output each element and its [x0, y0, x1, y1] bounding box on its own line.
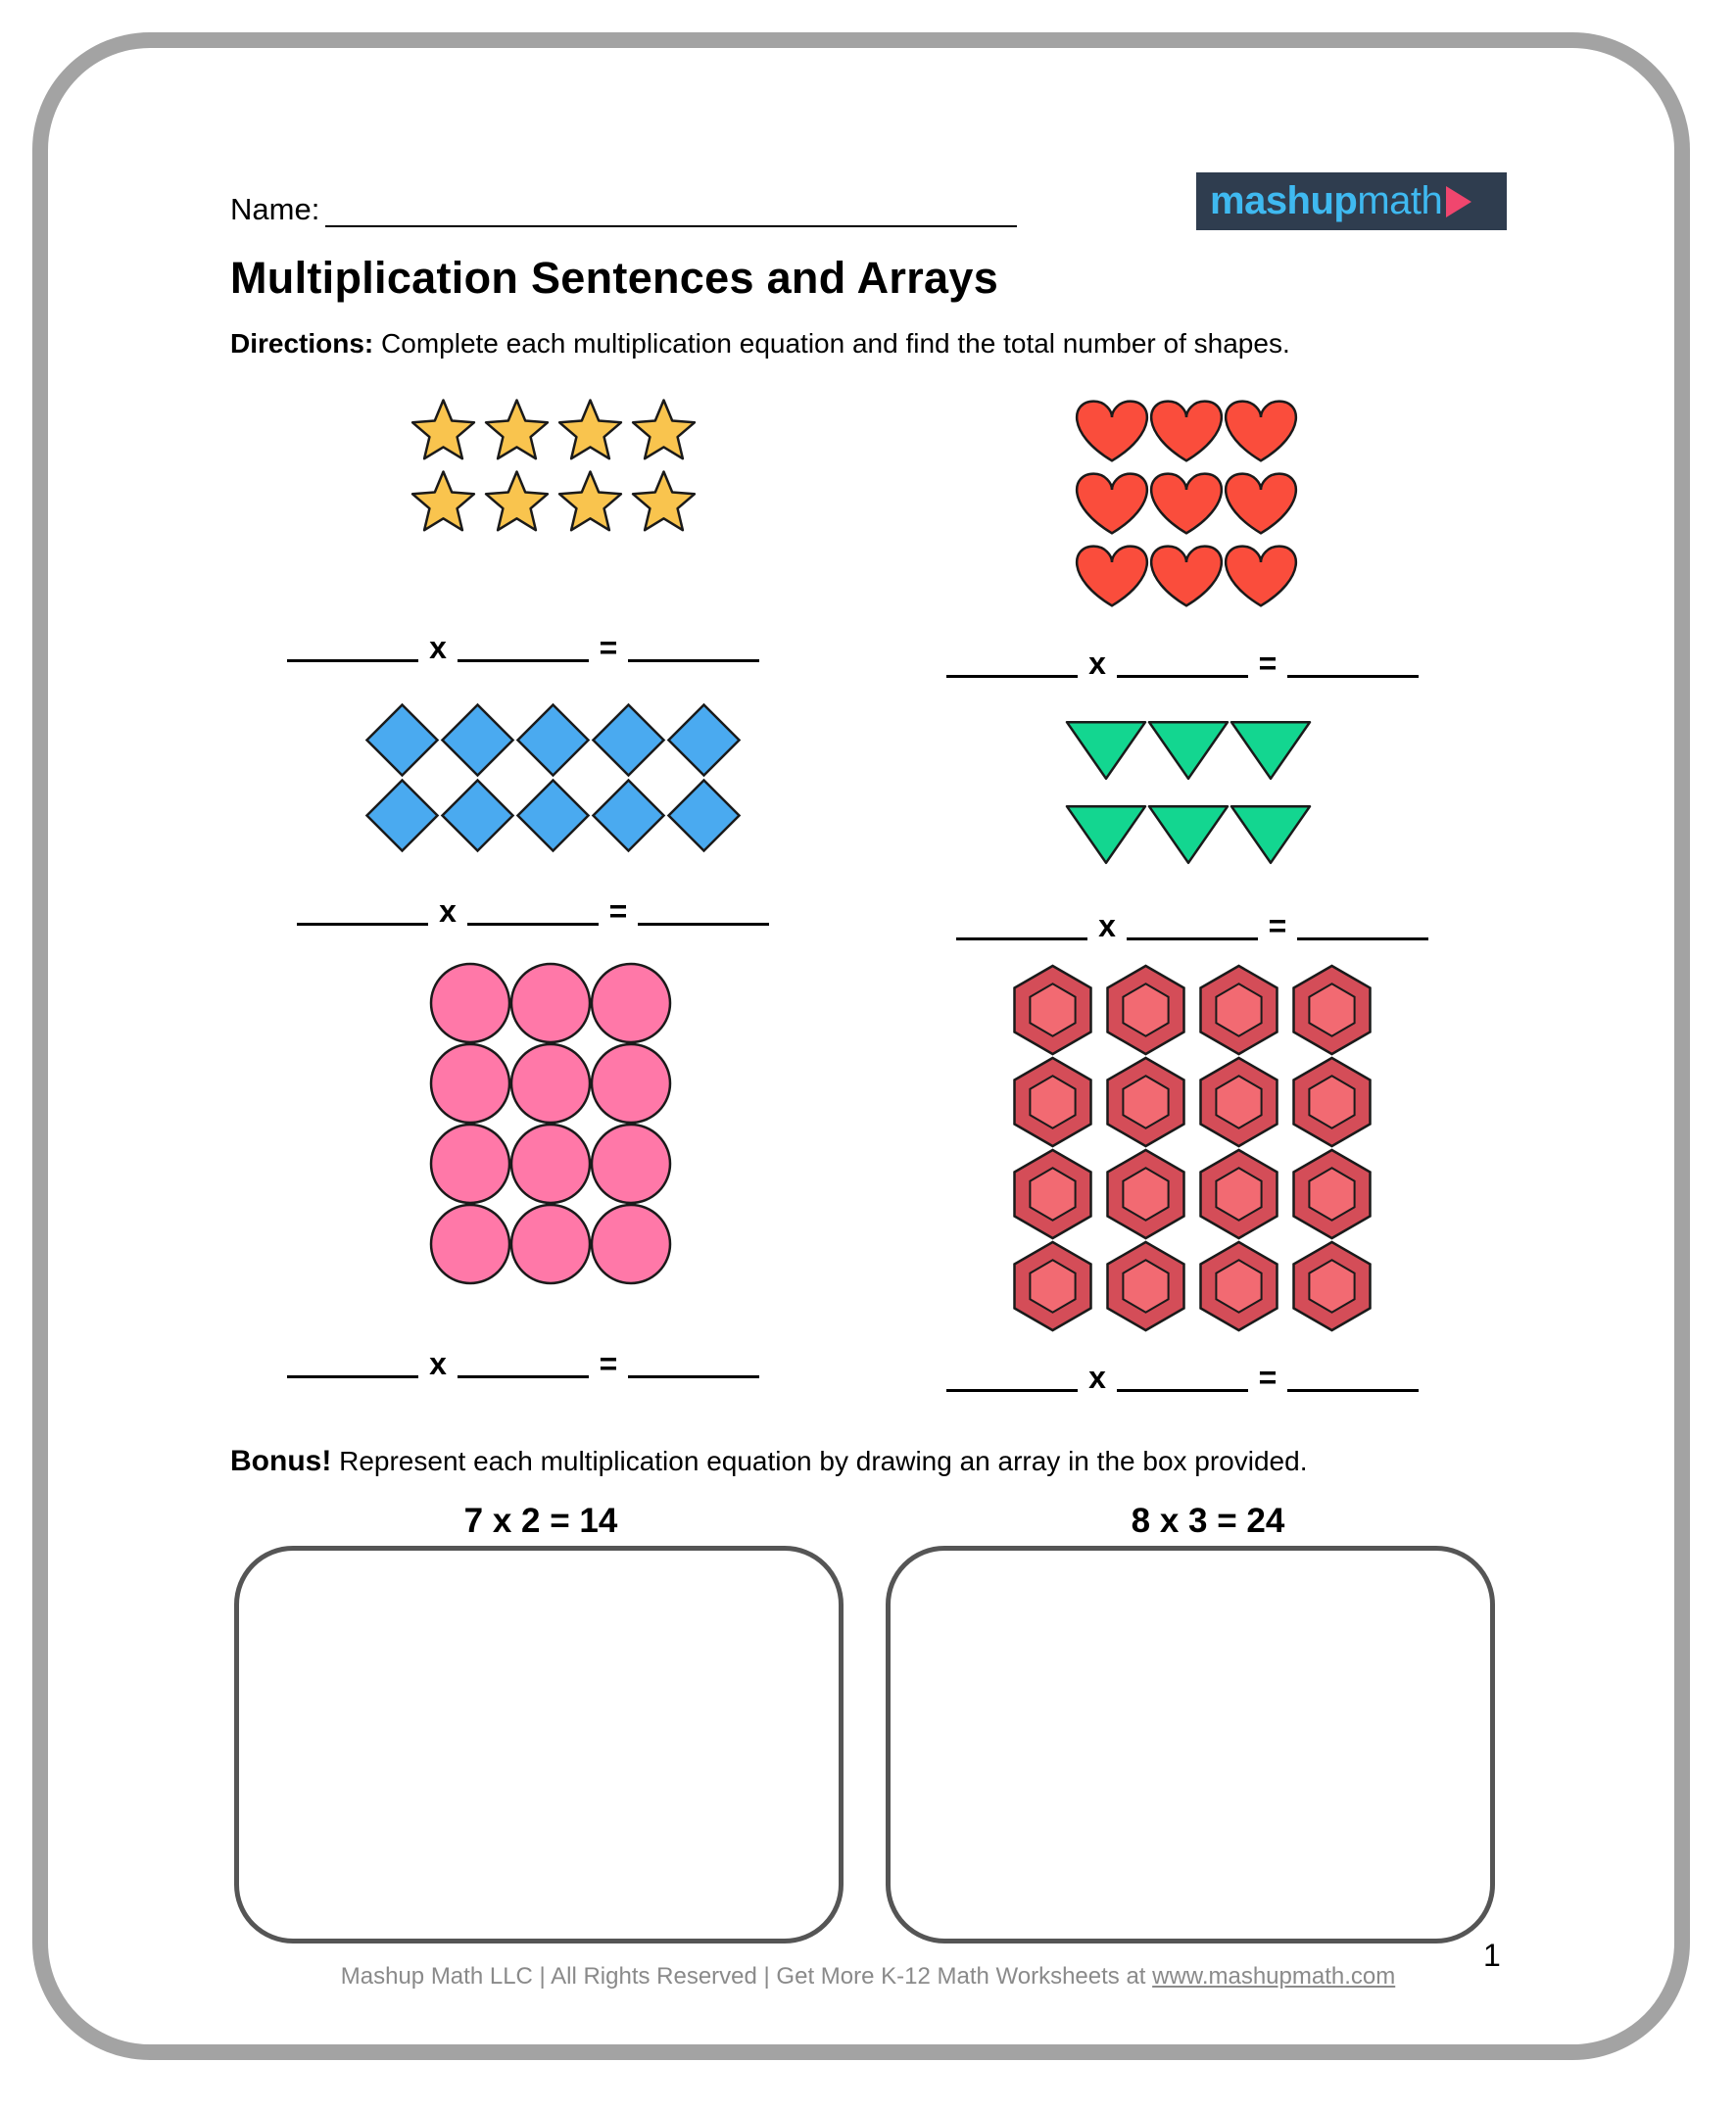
- circle-array: [425, 958, 676, 1289]
- blank-factor-2[interactable]: [458, 1371, 589, 1378]
- blank-factor-1[interactable]: [287, 1371, 418, 1378]
- equals-sign: =: [608, 893, 628, 929]
- heart-icon: [1151, 547, 1222, 606]
- times-sign: x: [1088, 646, 1106, 681]
- directions: [230, 328, 1290, 360]
- diamond-icon: [443, 705, 513, 776]
- directions-text: Complete each multiplication equation and find the total number of shapes.: [373, 328, 1290, 359]
- diamond-icon: [594, 705, 664, 776]
- equation-3: [297, 893, 769, 929]
- equation-2: [946, 646, 1419, 681]
- triangle-icon: [1067, 806, 1145, 863]
- blank-factor-2[interactable]: [467, 919, 599, 926]
- circle-icon: [511, 1125, 590, 1203]
- blank-factor-2[interactable]: [1127, 934, 1258, 940]
- bonus-instructions: [230, 1445, 1307, 1478]
- equation-5: [287, 1346, 759, 1381]
- equation-1: [287, 630, 759, 665]
- blank-factor-1[interactable]: [956, 934, 1087, 940]
- footer: [0, 1963, 1736, 1991]
- triangle-icon: [1149, 722, 1228, 779]
- blank-factor-1[interactable]: [946, 671, 1078, 678]
- blank-factor-1[interactable]: [946, 1385, 1078, 1392]
- heart-array: [1070, 390, 1303, 617]
- bonus-label: Bonus!: [230, 1445, 332, 1477]
- times-sign: x: [1098, 908, 1116, 943]
- bonus-text: Represent each multiplication equation by drawing an array in the box provided.: [331, 1446, 1308, 1476]
- blank-product[interactable]: [638, 919, 769, 926]
- heart-icon: [1226, 474, 1296, 534]
- triangle-array: [1060, 703, 1317, 882]
- equals-sign: =: [599, 1346, 618, 1381]
- times-sign: x: [429, 630, 447, 665]
- circle-icon: [431, 1044, 509, 1123]
- blank-factor-2[interactable]: [458, 655, 589, 662]
- circle-icon: [592, 964, 670, 1042]
- logo-text-mashup: mashup: [1210, 179, 1358, 222]
- blank-product[interactable]: [628, 1371, 759, 1378]
- heart-icon: [1151, 402, 1222, 461]
- star-icon: [559, 401, 621, 459]
- triangle-icon: [1231, 806, 1310, 863]
- times-sign: x: [1088, 1360, 1106, 1395]
- equation-4: [956, 908, 1428, 943]
- mashupmath-logo: [1196, 172, 1507, 230]
- triangle-icon: [1231, 722, 1310, 779]
- equals-sign: =: [1268, 908, 1287, 943]
- blank-product[interactable]: [628, 655, 759, 662]
- circle-icon: [431, 1205, 509, 1283]
- diamond-icon: [669, 705, 740, 776]
- heart-icon: [1151, 474, 1222, 534]
- blank-factor-2[interactable]: [1117, 671, 1248, 678]
- circle-icon: [431, 1125, 509, 1203]
- play-icon: [1446, 186, 1471, 217]
- circle-icon: [511, 964, 590, 1042]
- diamond-icon: [669, 781, 740, 851]
- equation-6: [946, 1360, 1419, 1395]
- page-number: 1: [1483, 1938, 1501, 1973]
- circle-icon: [431, 964, 509, 1042]
- name-row: [230, 192, 1017, 227]
- bonus-drawing-box-2[interactable]: [886, 1546, 1495, 1943]
- times-sign: x: [429, 1346, 447, 1381]
- bonus-drawing-box-1[interactable]: [234, 1546, 844, 1943]
- circle-icon: [592, 1205, 670, 1283]
- triangle-icon: [1149, 806, 1228, 863]
- star-icon: [633, 472, 695, 531]
- circle-icon: [511, 1205, 590, 1283]
- bonus-equation-1: 7 x 2 = 14: [463, 1502, 618, 1540]
- star-icon: [559, 472, 621, 531]
- heart-icon: [1077, 402, 1147, 461]
- star-icon: [412, 401, 474, 459]
- name-input-line[interactable]: [325, 196, 1017, 227]
- star-icon: [486, 472, 548, 531]
- heart-icon: [1077, 547, 1147, 606]
- heart-icon: [1077, 474, 1147, 534]
- equals-sign: =: [1258, 646, 1278, 681]
- heart-icon: [1226, 402, 1296, 461]
- diamond-icon: [443, 781, 513, 851]
- circle-icon: [511, 1044, 590, 1123]
- diamond-icon: [367, 781, 438, 851]
- bonus-equation-2: 8 x 3 = 24: [1131, 1502, 1285, 1540]
- name-label: Name:: [230, 192, 320, 226]
- blank-factor-1[interactable]: [297, 919, 428, 926]
- blank-product[interactable]: [1297, 934, 1428, 940]
- hexagon-array: [1001, 959, 1383, 1337]
- footer-text: Mashup Math LLC | All Rights Reserved | Get More K-12 Math Worksheets at: [340, 1963, 1153, 1990]
- diamond-icon: [594, 781, 664, 851]
- logo-text-math: math: [1357, 179, 1443, 222]
- blank-factor-2[interactable]: [1117, 1385, 1248, 1392]
- blank-factor-1[interactable]: [287, 655, 418, 662]
- star-icon: [633, 401, 695, 459]
- blank-product[interactable]: [1287, 1385, 1419, 1392]
- diamond-array: [360, 697, 747, 858]
- diamond-icon: [367, 705, 438, 776]
- times-sign: x: [439, 893, 457, 929]
- star-array: [402, 390, 705, 543]
- equals-sign: =: [599, 630, 618, 665]
- circle-icon: [592, 1125, 670, 1203]
- diamond-icon: [518, 705, 589, 776]
- circle-icon: [592, 1044, 670, 1123]
- equals-sign: =: [1258, 1360, 1278, 1395]
- heart-icon: [1226, 547, 1296, 606]
- directions-label: Directions:: [230, 328, 374, 359]
- footer-link[interactable]: www.mashupmath.com: [1152, 1963, 1396, 1990]
- diamond-icon: [518, 781, 589, 851]
- triangle-icon: [1067, 722, 1145, 779]
- page-title: Multiplication Sentences and Arrays: [230, 253, 999, 303]
- star-icon: [486, 401, 548, 459]
- star-icon: [412, 472, 474, 531]
- blank-product[interactable]: [1287, 671, 1419, 678]
